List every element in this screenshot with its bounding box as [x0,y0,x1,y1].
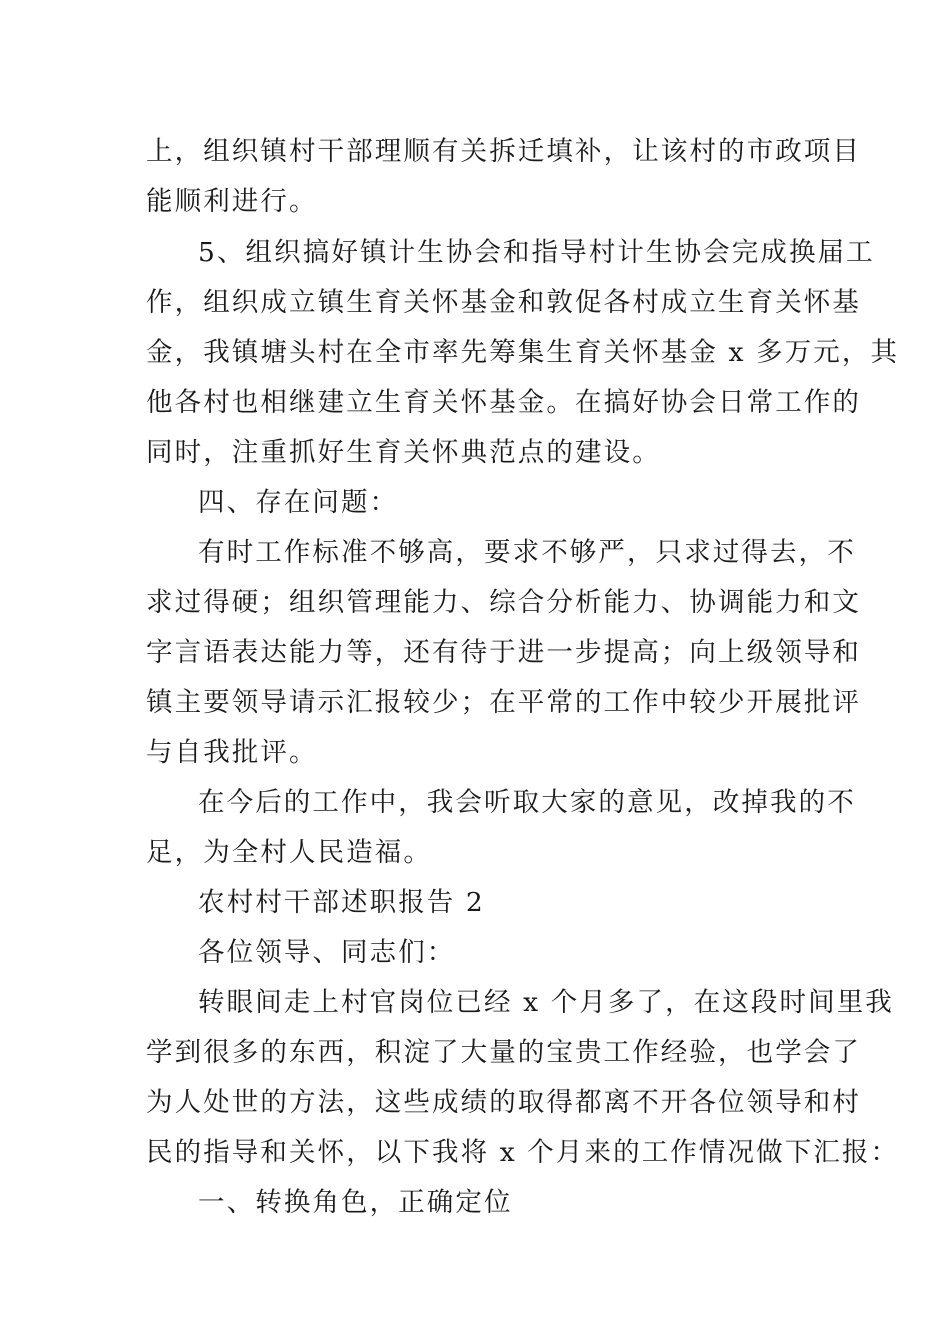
text-line: 字言语表达能力等，还有待于进一步提高；向上级领导和 [146,637,861,668]
text-line: 同时，注重抓好生育关怀典范点的建设。 [146,437,661,468]
text-line: 能顺利进行。 [146,186,318,217]
text-line: 上，组织镇村干部理顺有关拆迁填补，让该村的市政项目 [146,136,861,167]
section-heading: 一、转换角色，正确定位 [198,1187,513,1218]
text-line: 求过得硬；组织管理能力、综合分析能力、协调能力和文 [146,587,861,618]
report-title: 农村村干部述职报告 2 [198,887,485,918]
text-line: 民的指导和关怀，以下我将 x 个月来的工作情况做下汇报： [146,1137,900,1168]
text-line: 他各村也相继建立生育关怀基金。在搞好协会日常工作的 [146,387,861,418]
text-line: 5、组织搞好镇计生协会和指导村计生协会完成换届工 [198,237,875,268]
text-line: 作，组织成立镇生育关怀基金和敦促各村成立生育关怀基 [146,287,861,318]
text-line: 足，为全村人民造福。 [146,837,432,868]
text-line: 转眼间走上村官岗位已经 x 个月多了，在这段时间里我 [198,987,894,1018]
section-heading: 四、存在问题： [198,487,399,518]
text-line: 金，我镇塘头村在全市率先筹集生育关怀基金 x 多万元，其 [146,337,900,368]
text-line: 镇主要领导请示汇报较少；在平常的工作中较少开展批评 [146,687,861,718]
text-line: 学到很多的东西，积淀了大量的宝贵工作经验，也学会了 [146,1037,861,1068]
salutation: 各位领导、同志们： [198,937,456,968]
text-line: 为人处世的方法，这些成绩的取得都离不开各位领导和村 [146,1087,861,1118]
text-line: 有时工作标准不够高，要求不够严，只求过得去，不 [198,537,856,568]
text-line: 与自我批评。 [146,737,318,768]
text-line: 在今后的工作中，我会听取大家的意见，改掉我的不 [198,787,856,818]
